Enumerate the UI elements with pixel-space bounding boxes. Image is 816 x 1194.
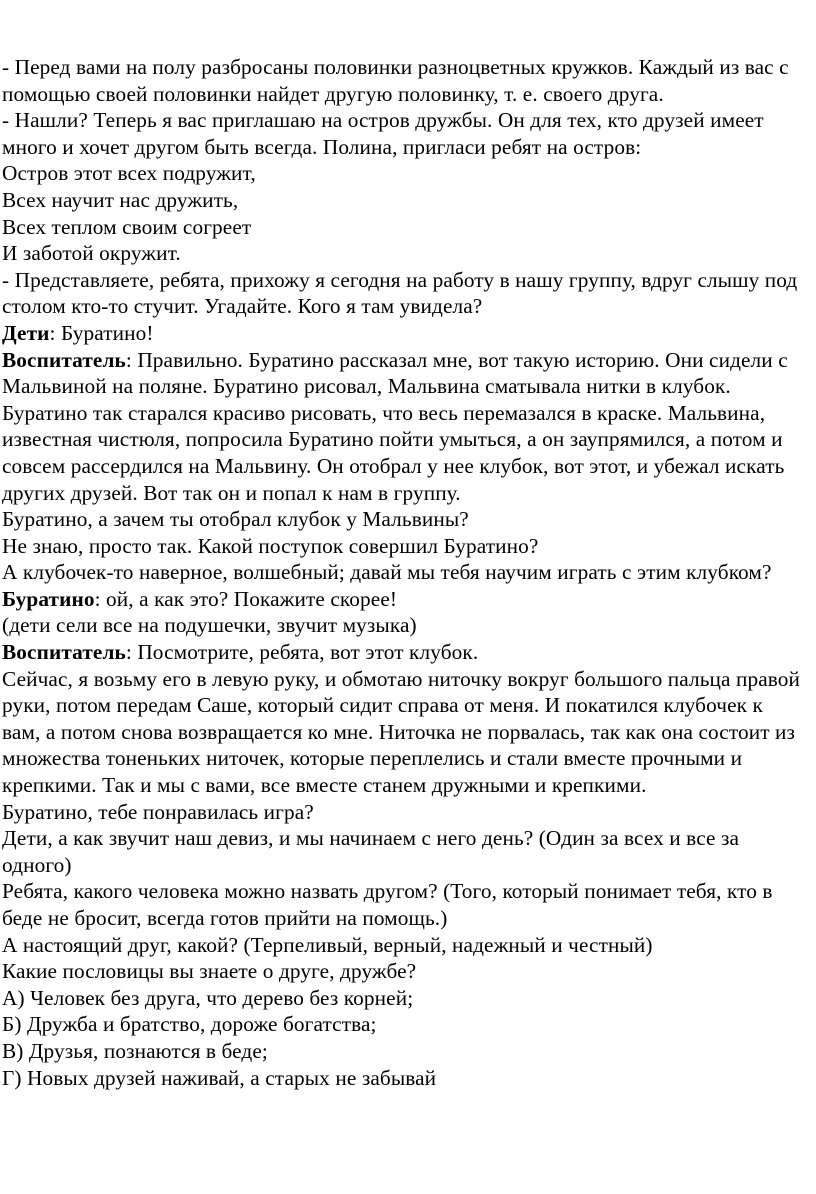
dialogue-buratino-reply (2, 586, 802, 613)
paragraph-true-friend: А настоящий друг, какой? (Терпеливый, верный, надежный и честный) (2, 932, 653, 957)
poem-line-4: И заботой окружит. (2, 241, 181, 266)
paragraph-proverbs-question: Какие пословицы вы знаете о друге, дружбе? (2, 959, 417, 984)
speaker-label: Буратино (2, 586, 95, 611)
paragraph-liked-game: Буратино, тебе понравилась игра? (2, 799, 314, 824)
speaker-label: Воспитатель (2, 640, 126, 665)
paragraph-question-buratino: Буратино, а зачем ты отобрал клубок у Мальвины? (2, 507, 469, 532)
dialogue-text: : Буратино! (49, 320, 154, 345)
speaker-label: Воспитатель (2, 347, 126, 372)
stage-direction: (дети сели все на подушечки, звучит музыка) (2, 613, 417, 638)
paragraph-motto: Дети, а как звучит наш девиз, и мы начинаем с него день? (Один за всех и все за одного) (2, 826, 740, 877)
poem-line-1: Остров этот всех подружит, (2, 161, 256, 186)
dialogue-teacher-story (2, 347, 802, 507)
proverb-v: В) Друзья, познаются в беде; (2, 1038, 268, 1063)
paragraph-magic-ball: А клубочек-то наверное, волшебный; давай мы тебя научим играть с этим клубком? (2, 560, 772, 585)
dialogue-text: : ой, а как это? Покажите скорее! (94, 586, 398, 611)
dialogue-text: : Правильно. Буратино рассказал мне, вот такую историю. Они сидели с Мальвиной на поляне. Буратино рисовал, Мальвина сматывала нитки в клубок. Буратино так старался красиво рисовать, что весь перемазался в краске. Мальвина, известная чистюля, попросила Буратино пойти умыться, а он заупрямился, а потом и совсем рассердился на Мальвину. Он отобрал у нее клубок, вот этот, и убежал искать других друзей. Вот так он и попал к нам в группу. (2, 347, 788, 505)
paragraph-circles-intro: - Перед вами на полу разбросаны половинки разноцветных кружков. Каждый из вас с помощью своей половинки найдет другую половинку, т. е. своего друга. (2, 55, 789, 106)
paragraph-thread-game: Сейчас, я возьму его в левую руку, и обмотаю ниточку вокруг большого пальца правой руки, потом передам Саше, который сидит справа от меня. И покатился клубочек к вам, а потом снова возвращается ко мне. Ниточка не порвалась, так как она состоит из множества тоненьких ниточек, которые переплелись и стали вместе прочными и крепкими. Так и мы с вами, все вместе станем дружными и крепкими. (2, 666, 801, 798)
document-body (2, 54, 802, 1091)
speaker-label: Дети (2, 320, 50, 345)
dialogue-teacher-ball (2, 639, 802, 666)
proverb-a: А) Человек без друга, что дерево без корней; (2, 985, 414, 1010)
poem-line-2: Всех научит нас дружить, (2, 187, 239, 212)
dialogue-text: : Посмотрите, ребята, вот этот клубок. (125, 640, 479, 665)
proverb-g: Г) Новых друзей наживай, а старых не забывай (2, 1065, 437, 1090)
dialogue-children-answer (2, 320, 802, 347)
paragraph-who-is-friend: Ребята, какого человека можно назвать другом? (Того, который понимает тебя, кто в беде не бросит, всегда готов прийти на помощь.) (2, 879, 773, 930)
proverb-b: Б) Дружба и братство, дороже богатства; (2, 1012, 377, 1037)
paragraph-guess-who: - Представляете, ребята, прихожу я сегодня на работу в нашу группу, вдруг слышу под столом кто-то стучит. Угадайте. Кого я там увидела? (2, 267, 798, 319)
poem-line-3: Всех теплом своим согреет (2, 214, 252, 239)
paragraph-dont-know: Не знаю, просто так. Какой поступок совершил Буратино? (2, 533, 539, 558)
paragraph-friendship-island: - Нашли? Теперь я вас приглашаю на остров дружбы. Он для тех, кто друзей имеет много и хочет другом быть всегда. Полина, пригласи ребят на остров: (2, 108, 764, 159)
